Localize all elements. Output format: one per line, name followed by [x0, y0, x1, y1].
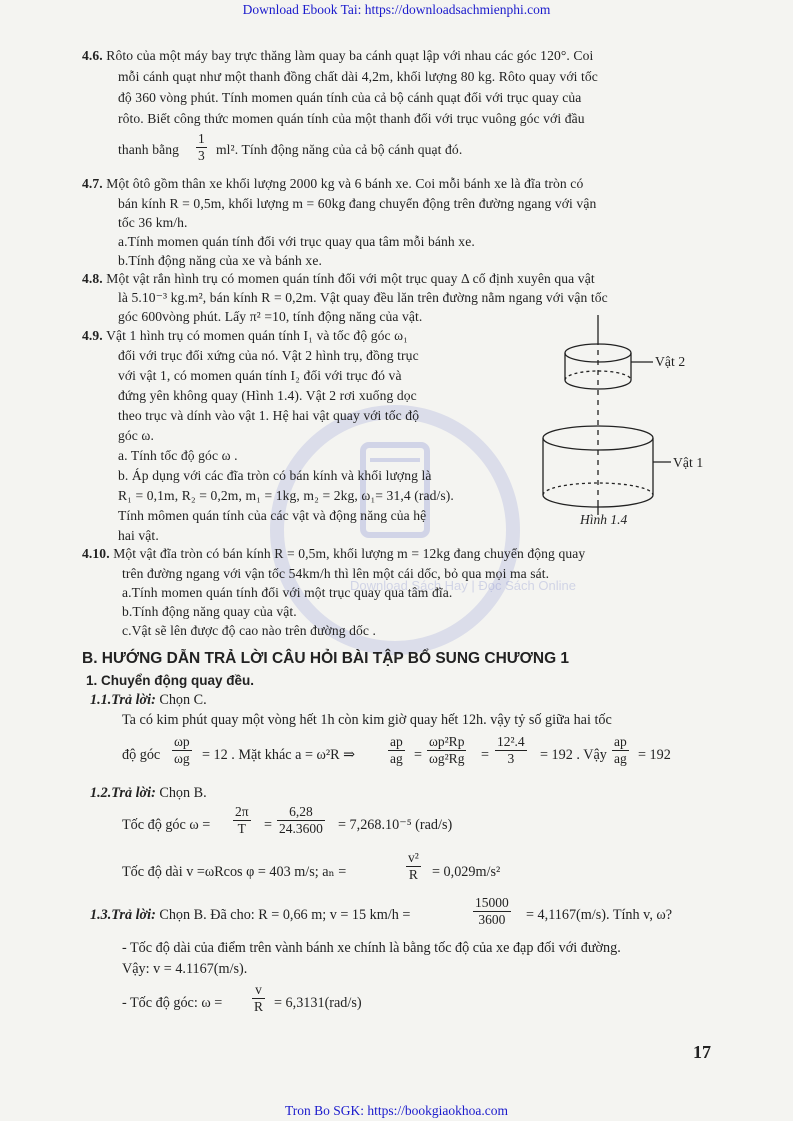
problem-4-7-line-1: 4.7. Một ôtô gồm thân xe khối lượng 2000 kg và 6 bánh xe. Coi mỗi bánh xe là đĩa tròn có — [82, 176, 584, 191]
fraction-a-ratio-2: $\frac{ap}{ag}$ — [614, 734, 627, 766]
problem-4-8-line-3: góc 600vòng phút. Lấy π² =10, tính động năng của vật. — [118, 309, 423, 324]
answer-1-1-text-c: = 192 . Vậy — [540, 747, 607, 763]
problem-4-9-line-1: 4.9. Vật 1 hình trụ có momen quán tính I₁ và tốc độ góc ω₁ — [82, 328, 409, 343]
answer-1-3-line-4a: - Tốc độ góc: ω = — [122, 995, 223, 1011]
problem-4-9-line-4: đứng yên không quay (Hình 1.4). Vật 2 rơi xuống dọc — [118, 388, 417, 403]
figure-caption: Hình 1.4 — [580, 512, 628, 527]
section-b-title: B. HƯỚNG DẪN TRẢ LỜI CÂU HỎI BÀI TẬP BỔ SUNG CHƯƠNG 1 — [82, 650, 570, 667]
answer-1-3-line-1b: = 4,1167(m/s). Tính v, ω? — [526, 907, 673, 923]
problem-4-9-line-6: góc ω. — [118, 428, 154, 443]
fraction-a-ratio-1: $\frac{ap}{ag}$ — [390, 734, 403, 766]
problem-4-9-line-2: đối với trục đối xứng của nó. Vật 2 hình trụ, đồng trục — [118, 348, 419, 363]
answer-1-2-heading: 1.2.Trả lời: Chọn B. — [90, 785, 207, 801]
section-1-heading: 1. Chuyển động quay đều. — [86, 673, 255, 688]
answer-1-1-line-1: Ta có kim phút quay một vòng hết 1h còn kim giờ quay hết 12h. vậy tỷ số giữa hai tốc — [122, 712, 612, 728]
equals-2: = — [481, 747, 490, 763]
equals-3: = — [264, 817, 273, 833]
problem-4-9-line-7: a. Tính tốc độ góc ω . — [118, 448, 238, 463]
answer-1-2-text-c: Tốc độ dài v =ωRcos φ = 403 m/s; aₙ = — [122, 864, 347, 880]
figure-label-vat-2: Vật 2 — [655, 354, 686, 369]
fraction-628: $\frac{6,28}{24.3600}$ — [279, 804, 323, 836]
watermark-text: Download Sách Hay | Đọc Sách Online — [350, 578, 576, 593]
answer-1-1-heading: 1.1.Trả lời: Chọn C. — [90, 692, 207, 708]
fraction-2pi-t: $\frac{2\pi}{T}$ — [235, 804, 249, 836]
problem-4-9-line-11: hai vật. — [118, 528, 159, 543]
watermark-logo — [265, 400, 525, 660]
problem-4-10-line-3: a.Tính momen quán tính đối với một trục quay qua tâm đĩa. — [122, 585, 453, 600]
answer-1-1-text-b: = 12 . Mặt khác a = ω²R ⇒ — [202, 747, 355, 763]
problem-4-6-line-4: rôto. Biết công thức momen quán tính của một thanh đối với trục vuông góc với đầu — [118, 111, 585, 126]
fraction-one-third: $\frac{1}{3}$ — [198, 131, 205, 163]
problem-4-9-line-3: với vật 1, có momen quán tính I₂ đối với trục đó và — [118, 368, 402, 383]
problem-4-6-line-3: độ 360 vòng phút. Tính momen quán tính của cả bộ cánh quạt đối với trục quay của — [118, 90, 582, 105]
problem-4-9-line-8: b. Áp dụng với các đĩa tròn có bán kính và khối lượng là — [118, 468, 432, 483]
fraction-omega-ratio: $\frac{\omega p}{\omega g}$ — [174, 734, 190, 766]
answer-1-1-text-d: = 192 — [638, 747, 671, 763]
problem-4-6-line-2: mỗi cánh quạt như một thanh đồng chất dài 4,2m, khối lượng 80 kg. Rôto quay với tốc — [118, 69, 598, 84]
problem-4-8-line-2: là 5.10⁻³ kg.m², bán kính R = 0,2m. Vật quay đều lăn trên đường nằm ngang với vận tốc — [118, 290, 608, 305]
figure-1-4 — [535, 310, 760, 540]
answer-1-2-text-a: Tốc độ góc ω = — [122, 817, 211, 833]
problem-4-10-line-5: c.Vật sẽ lên được độ cao nào trên đường dốc . — [122, 623, 377, 638]
answer-1-3-line-4b: = 6,3131(rad/s) — [274, 995, 362, 1011]
answer-1-1-text-a: độ góc — [122, 747, 161, 763]
problem-4-6-line-5a: thanh bằng — [118, 142, 180, 157]
problem-4-10-line-4: b.Tính động năng quay của vật. — [122, 604, 297, 619]
answer-1-3-line-2: - Tốc độ dài của điểm trên vành bánh xe chính là bằng tốc độ của xe đạp đối với đường. — [122, 940, 621, 956]
problem-4-8-line-1: 4.8. Một vật rắn hình trụ có momen quán tính đối với một trục quay Δ cố định xuyên qua vật — [82, 271, 595, 286]
problem-4-6-line-5b: ml². Tính động năng của cả bộ cánh quạt đó. — [216, 142, 463, 157]
fraction-omega-r: $\frac{\text{ωp²Rp}}{\text{ωg²Rg}}$ — [429, 734, 465, 766]
figure-label-vat-1: Vật 1 — [673, 455, 704, 470]
page-number: 17 — [693, 1042, 711, 1062]
answer-1-2-text-d: = 0,029m/s² — [432, 864, 501, 880]
problem-4-7-line-2: bán kính R = 0,5m, khối lượng m = 60kg đang chuyển động trên đường ngang với vận — [118, 196, 597, 211]
equals-1: = — [414, 747, 423, 763]
problem-4-10-line-1: 4.10. Một vật đĩa tròn có bán kính R = 0,5m, khối lượng m = 12kg đang chuyển động quay — [82, 546, 586, 561]
problem-4-9-line-9: R₁ = 0,1m, R₂ = 0,2m, m₁ = 1kg, m₂ = 2kg, ω₁= 31,4 (rad/s). — [118, 488, 454, 503]
problem-4-6-line-1: 4.6. Rôto của một máy bay trực thăng làm quay ba cánh quạt lập với nhau các góc 120°. Coi — [82, 48, 594, 63]
fraction-v-r: $\frac{v}{R}$ — [254, 982, 264, 1014]
problem-4-9-line-10: Tính mômen quán tính của các vật và động năng của hệ — [118, 508, 427, 523]
fraction-twelve: $\frac{\text{12².4}}{3}$ — [497, 734, 525, 766]
answer-1-3-line-3: Vậy: v = 4.1167(m/s). — [122, 961, 248, 977]
header-link[interactable]: Download Ebook Tai: https://downloadsachmienphi.com — [242, 2, 551, 17]
answer-1-3-line-1a: 1.3.Trả lời: Chọn B. Đã cho: R = 0,66 m; v = 15 km/h = — [90, 907, 411, 923]
problem-4-9-line-5: theo trục và dính vào vật 1. Hệ hai vật quay với tốc độ — [118, 408, 420, 423]
problem-4-10-line-2: trên đường ngang với vận tốc 54km/h thì lên một cái dốc, bỏ qua mọi ma sát. — [122, 566, 550, 581]
answer-1-2-text-b: = 7,268.10⁻⁵ (rad/s) — [338, 817, 453, 833]
problem-4-7-line-4: a.Tính momen quán tính đối với trục quay qua tâm mỗi bánh xe. — [118, 234, 475, 249]
fraction-15000: $\frac{15000}{3600}$ — [475, 895, 509, 927]
problem-4-7-line-3: tốc 36 km/h. — [118, 215, 188, 230]
footer-link[interactable]: Tron Bo SGK: https://bookgiaokhoa.com — [284, 1103, 508, 1118]
problem-4-7-line-5: b.Tính động năng của xe và bánh xe. — [118, 253, 322, 268]
fraction-v2-r: $\frac{\text{v²}}{R}$ — [408, 850, 419, 882]
